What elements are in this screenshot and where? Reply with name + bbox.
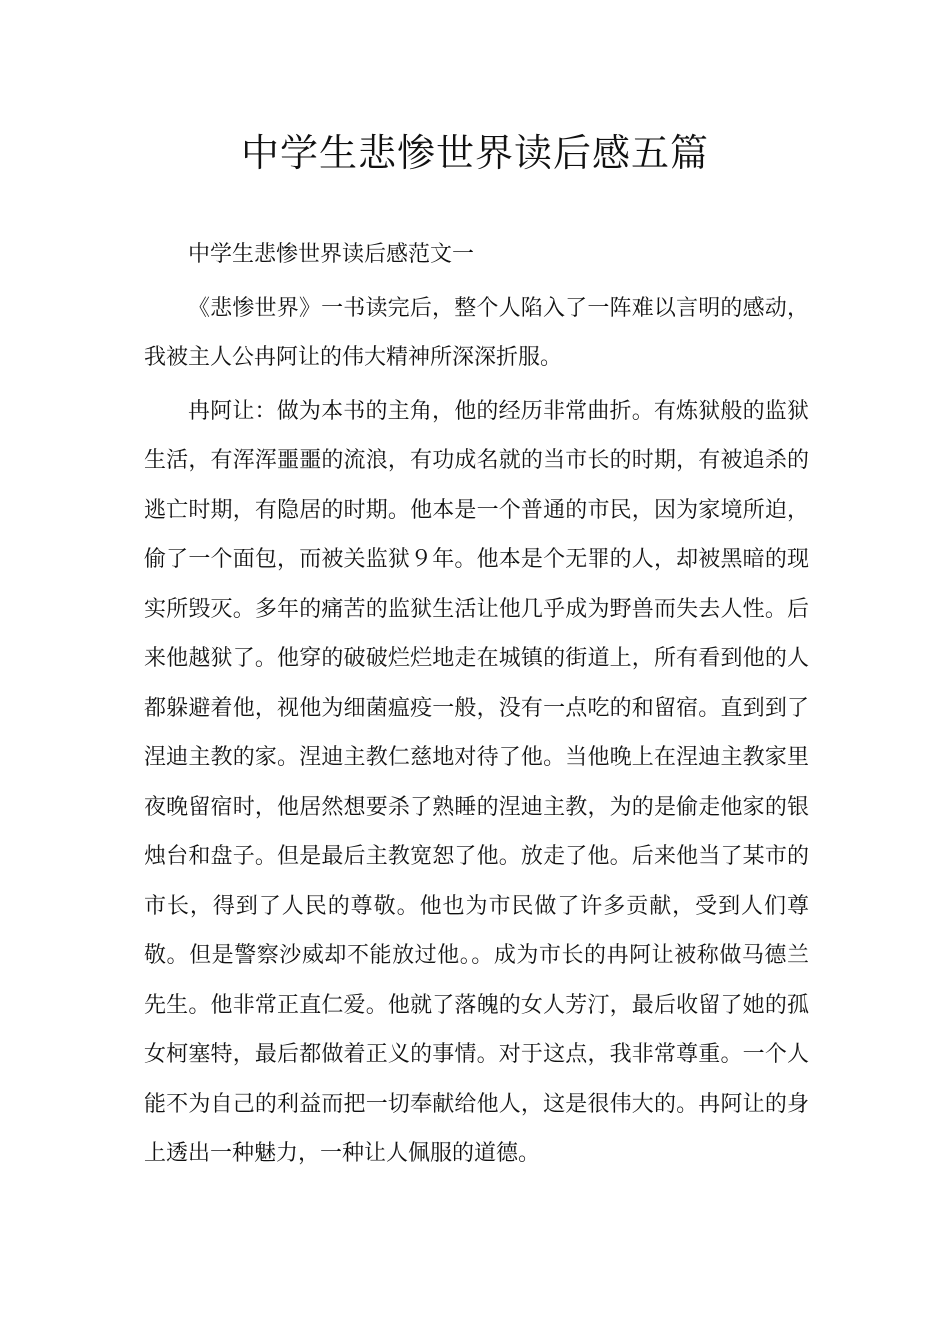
- document-title: 中学生悲惨世界读后感五篇: [240, 131, 709, 175]
- paragraph-intro: 《悲惨世界》一书读完后，整个人陷入了一阵难以言明的感动，我被主人公冉阿让的伟大精神所深深折服。: [144, 295, 809, 370]
- paragraph-main: 冉阿让：做为本书的主角，他的经历非常曲折。有炼狱般的监狱生活，有浑浑噩噩的流浪，有功成名就的当市长的时期，有被追杀的逃亡时期，有隐居的时期。他本是一个普通的市民，因为家境所迫，偷了一个面包，而被关监狱９年。他本是个无罪的人，却被黑暗的现实所毁灭。多年的痛苦的监狱生活让他几乎成为野兽而失去人性。后来他越狱了。他穿的破破烂烂地走在城镇的街道上，所有看到他的人都躲避着他，视他为细菌瘟疫一般，没有一点吃的和留宿。直到到了涅迪主教的家。涅迪主教仁慈地对待了他。当他晚上在涅迪主教家里夜晚留宿时，他居然想要杀了熟睡的涅迪主教，为的是偷走他家的银烛台和盘子。但是最后主教宽恕了他。放走了他。后来他当了某市的市长，得到了人民的尊敬。他也为市民做了许多贡献，受到人们尊敬。但是警察沙威却不能放过他。。成为市长的冉阿让被称做马德兰先生。他非常正直仁爱。他就了落魄的女人芳汀，最后收留了她的孤女柯塞特，最后都做着正义的事情。对于这点，我非常尊重。一个人能不为自己的利益而把一切奉献给他人，这是很伟大的。冉阿让的身上透出一种魅力，一种让人佩服的道德。: [144, 398, 809, 1166]
- section-heading: 中学生悲惨世界读后感范文一: [188, 242, 475, 267]
- document-body: [144, 230, 809, 1183]
